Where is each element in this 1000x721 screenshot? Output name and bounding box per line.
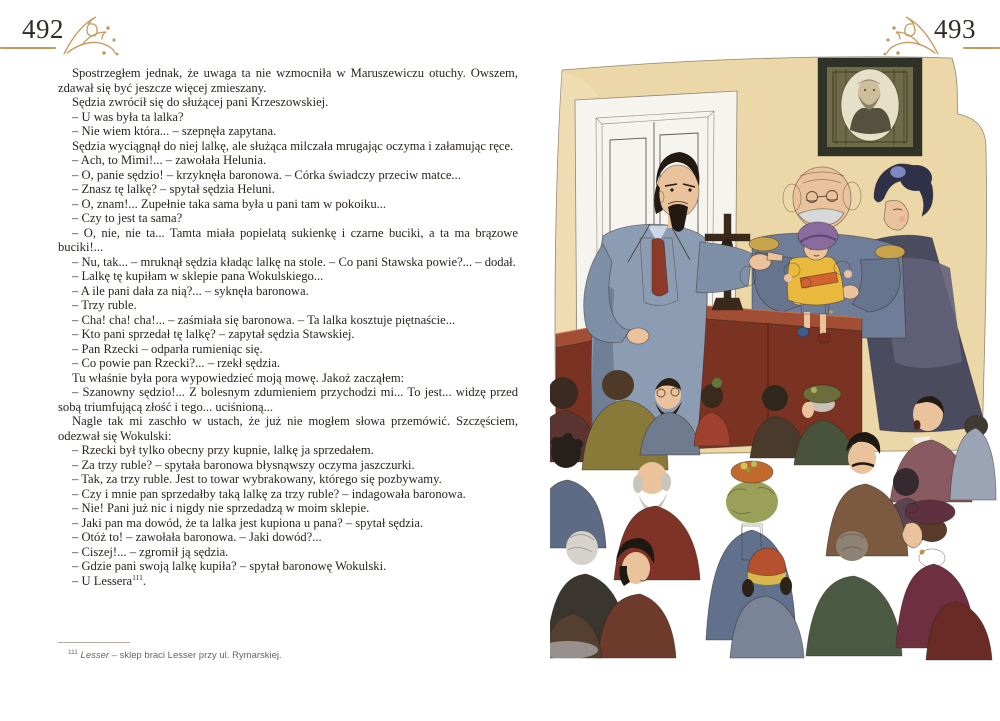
paragraph: – Nie! Pani już nic i nigdy nie sprzedadzą w moim sklepie. (72, 501, 370, 515)
footnote-marker: 111 (68, 648, 78, 656)
paragraph: – Czy i mnie pan sprzedałby taką lalkę za trzy ruble? – indagowała baronowa. (72, 486, 466, 501)
paragraph: Tu właśnie była pora wypowiedzieć moją mowę. Jakoż zacząłem: (72, 370, 405, 385)
paragraph: – A ile pani dała za nią?... – syknęła baronowa. (72, 283, 309, 298)
paragraph: – Rzecki był tylko obecny przy kupnie, lalkę ja sprzedałem. (72, 443, 374, 457)
paragraph: – Nie wiem która... – szepnęła zapytana. (72, 124, 277, 138)
portrait (818, 58, 922, 156)
paragraph: – Lalkę tę kupiłam w sklepie pana Wokulskiego... (72, 269, 324, 283)
paragraph: – Ciszej!... – zgromił ją sędzia. (72, 544, 229, 559)
paragraph: – Otóż to! – zawołała baronowa. – Jaki dowód?... (72, 530, 322, 544)
paragraph: – Tak, za trzy ruble. Jest to towar wybrakowany, którego się pozbywamy. (72, 472, 442, 486)
paragraph: – Trzy ruble. (72, 298, 137, 312)
footnote (58, 642, 518, 661)
paragraph: – Za trzy ruble? – spytała baronowa błysnąwszy oczyma jaszczurki. (72, 457, 415, 472)
courtroom-illustration (550, 48, 998, 670)
paragraph: Spostrzegłem jednak, że uwaga ta nie wzmocniła w Maruszewiczu otuchy. Owszem, zdawał się być jeszcze więcej zmieszany. (58, 66, 518, 95)
flourish-ornament-icon (62, 12, 120, 59)
paragraph: – Cha! cha! cha!... – zaśmiała się baronowa. – Ta lalka kosztuje piętnaście... (72, 312, 456, 327)
right-page-number: 493 (934, 14, 976, 44)
paragraph: – Co powie pan Rzecki?... – rzekł sędzia. (72, 356, 281, 370)
paragraph: Sędzia zwrócił się do służącej pani Krzeszowskiej. (72, 95, 329, 109)
footnote-text (58, 650, 518, 661)
paragraph: – O, nie, nie ta... Tamta miała popielatą sukienkę i czarne buciki, a ta ma brązowe buciki!... (58, 225, 518, 254)
footnote-rule (58, 642, 130, 643)
footnote-definition: – sklep braci Lesser przy ul. Rymarskiej. (109, 650, 282, 661)
paragraph: – Jaki pan ma dowód, że ta lalka jest kupiona u pana? – spytał sędzia. (72, 515, 424, 530)
paragraph: – Kto pani sprzedał tę lalkę? – zapytał sędzia Stawskiej. (72, 327, 355, 341)
paragraph: Sędzia wyciągnął do niej lalkę, ale służąca milczała mrugając oczyma i załamując ręce. (72, 138, 514, 153)
left-page-number: 492 (22, 14, 64, 44)
paragraph: – Czy to jest ta sama? (72, 211, 183, 225)
paragraph: – Gdzie pani swoją lalkę kupiła? – spytał baronowę Wokulski. (72, 559, 387, 573)
paragraph: – Pan Rzecki – odparła rumieniąc się. (72, 341, 263, 356)
paragraph: – Nu, tak... – mruknął sędzia kładąc lalkę na stole. – Co pani Stawska powie?... – dodał. (72, 254, 516, 269)
left-header-rule (0, 47, 56, 49)
paragraph: – Ach, to Mimi!... – zawołała Helunia. (72, 153, 267, 167)
footnote-term: Lesser (80, 650, 110, 661)
paragraph: – U Lessera$^{111}$. (72, 572, 147, 588)
paragraph: – U was była ta lalka? (72, 109, 184, 124)
body-text (58, 66, 518, 588)
paragraph: – Znasz tę lalkę? – spytał sędzia Heluni. (72, 182, 275, 196)
paragraph: – O, znam!... Zupełnie taka sama była u pani tam w pokoiku... (72, 196, 387, 211)
paragraph: – Szanowny sędzio!... Z bolesnym zdumieniem przychodzi mi... To jest... widzę przed sobą triumfującą złość i tego... uciśnioną... (58, 385, 518, 414)
paragraph: Nagle tak mi zaschło w ustach, że już nie mogłem słowa przemówić. Szczęściem, odezwał się Wokulski: (58, 414, 518, 443)
paragraph: – O, panie sędzio! – krzyknęła baronowa. – Córka świadczy przeciw matce... (72, 167, 461, 182)
